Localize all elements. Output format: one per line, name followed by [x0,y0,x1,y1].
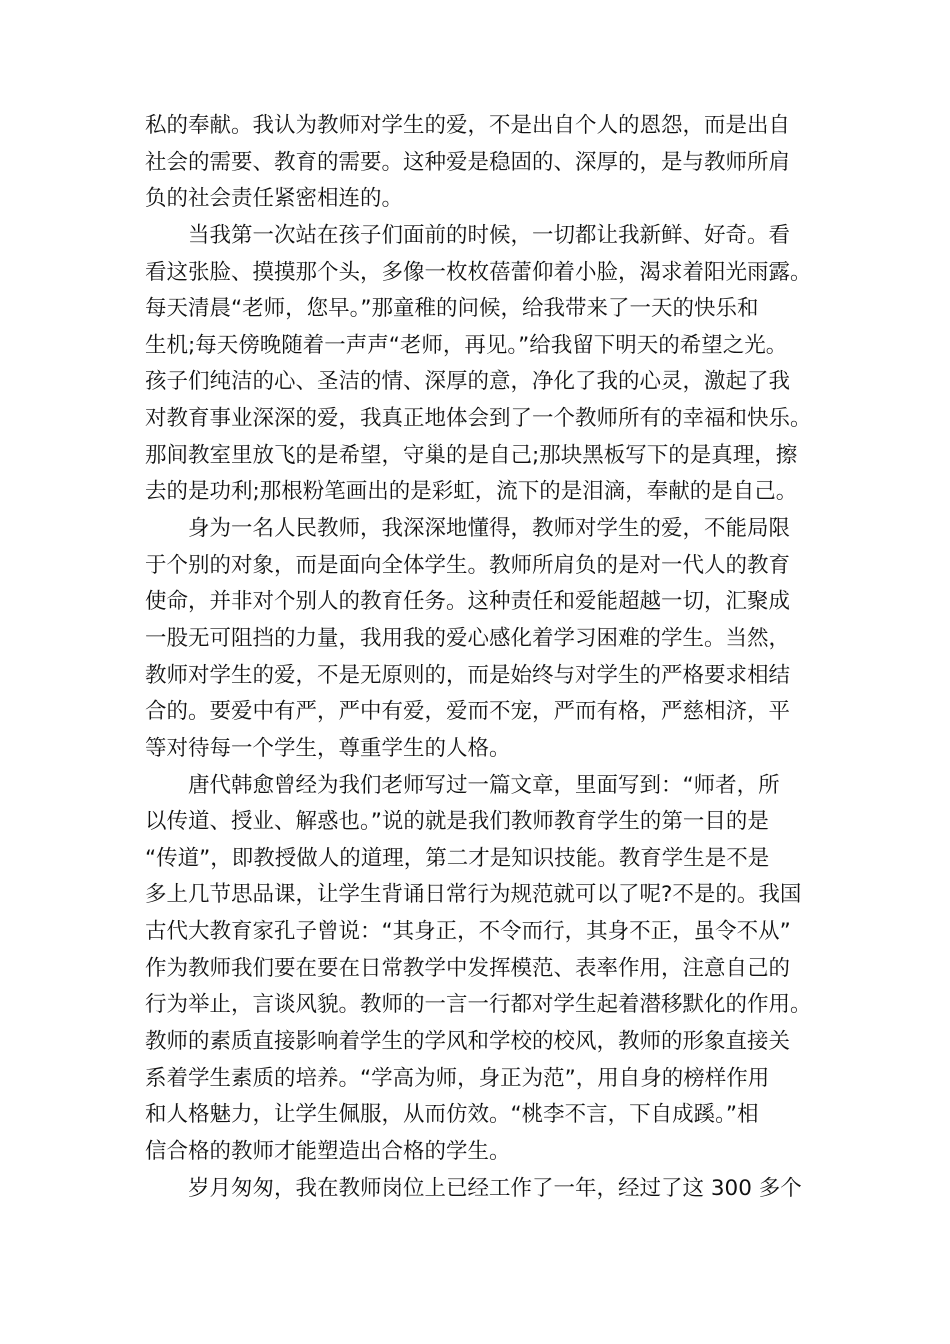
text-line: 唐代韩愈曾经为我们老师写过一篇文章，里面写到：“师者，所 [145,772,780,798]
text-line: 古代大教育家孔子曾说：“其身正，不令而行，其身不正，虽令不从” [145,919,791,945]
text-line: 孩子们纯洁的心、圣洁的情、深厚的意，净化了我的心灵，激起了我 [145,369,791,395]
text-line: 作为教师我们要在要在日常教学中发挥模范、表率作用，注意自己的 [145,955,791,981]
text-line: 社会的需要、教育的需要。这种爱是稳固的、深厚的，是与教师所肩 [145,149,791,175]
text-line: 多上几节思品课，让学生背诵日常行为规范就可以了呢?不是的。我国 [145,882,802,908]
text-line: 那间教室里放飞的是希望，守巢的是自己;那块黑板写下的是真理，擦 [145,442,798,468]
text-line: 于个别的对象，而是面向全体学生。教师所肩负的是对一代人的教育 [145,552,791,578]
text-line: 以传道、授业、解惑也。”说的就是我们教师教育学生的第一目的是 [145,809,769,835]
text-line: 负的社会责任紧密相连的。 [145,186,404,212]
text-line: 行为举止，言谈风貌。教师的一言一行都对学生起着潜移默化的作用。 [145,992,812,1018]
document-body-text [145,108,815,1207]
text-line: 身为一名人民教师，我深深地懂得，教师对学生的爱，不能局限 [145,516,791,542]
text-line: 使命，并非对个别人的教育任务。这种责任和爱能超越一切，汇聚成 [145,589,791,615]
text-line: 信合格的教师才能塑造出合格的学生。 [145,1138,511,1164]
text-line: 和人格魅力，让学生佩服，从而仿效。“桃李不言，下自成蹊。”相 [145,1102,759,1128]
text-line: 一股无可阻挡的力量，我用我的爱心感化着学习困难的学生。当然， [145,625,791,651]
text-line: 每天清晨“老师，您早。”那童稚的问候，给我带来了一天的快乐和 [145,296,759,322]
text-line: 生机;每天傍晚随着一声声“老师，再见。”给我留下明天的希望之光。 [145,332,788,358]
text-line: 教师对学生的爱，不是无原则的，而是始终与对学生的严格要求相结 [145,662,791,688]
text-line: 合的。要爱中有严，严中有爱，爱而不宠，严而有格，严慈相济，平 [145,699,791,725]
text-line: 岁月匆匆，我在教师岗位上已经工作了一年，经过了这 300 多个 [145,1175,802,1201]
text-line: 去的是功利;那根粉笔画出的是彩虹，流下的是泪滴，奉献的是自己。 [145,479,798,505]
text-line: 等对待每一个学生，尊重学生的人格。 [145,735,511,761]
text-line: 私的奉献。我认为教师对学生的爱，不是出自个人的恩怨，而是出自 [145,113,791,138]
text-line: “传道”，即教授做人的道理，第二才是知识技能。教育学生是不是 [145,845,770,871]
text-line: 当我第一次站在孩子们面前的时候，一切都让我新鲜、好奇。看 [145,222,791,248]
text-line: 系着学生素质的培养。“学高为师，身正为范”，用自身的榜样作用 [145,1065,770,1091]
text-line: 对教育事业深深的爱，我真正地体会到了一个教师所有的幸福和快乐。 [145,406,812,432]
text-line: 教师的素质直接影响着学生的学风和学校的校风，教师的形象直接关 [145,1029,791,1055]
text-line: 看这张脸、摸摸那个头，多像一枚枚蓓蕾仰着小脸，渴求着阳光雨露。 [145,259,812,285]
